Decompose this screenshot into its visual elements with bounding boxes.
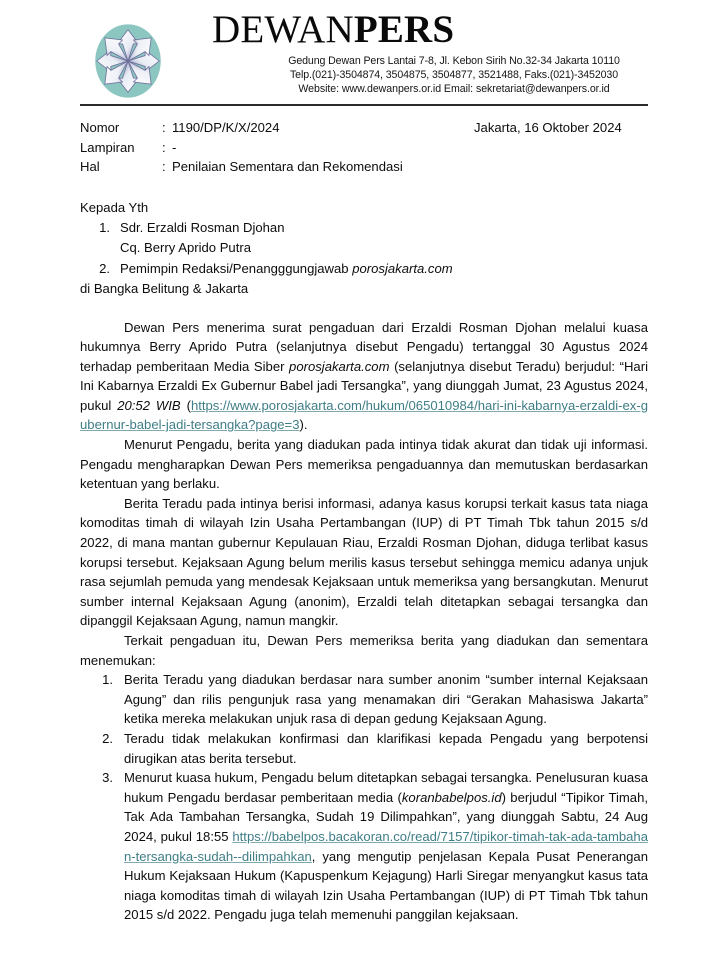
paragraph-4: Terkait pengaduan itu, Dewan Pers memeriksa berita yang diadukan dan sementara menemukan:: [80, 633, 648, 668]
recipient-city-line: di Bangka Belitung & Jakarta: [80, 281, 249, 296]
meta-label-hal: Hal: [80, 159, 100, 174]
letter-body: [80, 118, 648, 925]
p1-media-name: porosjakarta.com: [289, 358, 390, 374]
contact-phone: Telp.(021)-3504874, 3504875, 3504877, 3521488, Faks.(021)-3452030: [289, 69, 619, 82]
organization-title: [200, 10, 696, 50]
meta-sep-lampiran: :: [162, 139, 166, 155]
finding-num-3: 3.: [102, 770, 113, 786]
recipient-list: [80, 218, 648, 280]
finding-item-2: [80, 729, 648, 768]
dewan-pers-star-logo-icon: [89, 22, 167, 100]
recipient-item-2: [80, 259, 648, 280]
contact-address: Gedung Dewan Pers Lantai 7-8, Jl. Kebon Sirih No.32-34 Jakarta 10110: [288, 55, 620, 67]
recipient-role-2: Pemimpin Redaksi/Penangggungjawab: [120, 260, 353, 276]
recipient-media-2: porosjakarta.com: [352, 260, 453, 276]
header-divider: [80, 104, 648, 106]
letterhead: [0, 0, 720, 98]
finding-text-1: Berita Teradu yang diadukan berdasar nara sumber anonim “sumber internal Kejaksaan Agung” dan rilis pengunjuk rasa yang menamakan diri “Gerakan Mahasiswa Jakarta” ketika mereka melakukan unjuk rasa di depan gedung Kejaksaan Agung.: [124, 672, 648, 727]
letter-meta: [80, 118, 648, 177]
finding-item-1: [80, 670, 648, 729]
recipient-heading: Kepada Yth: [80, 199, 149, 215]
recipient-num-1: 1.: [99, 219, 110, 235]
p1-seg4: ).: [299, 417, 308, 433]
recipient-num-2: 2.: [99, 260, 110, 276]
p1-seg2: (selanjutnya disebut Teradu) berjudul: “Hari Ini Kabarnya Erzaldi Ex Gubernur Babel jadi Tersangka”, yang diunggah Jumat, 23 Agustus 2024, pukul: [80, 358, 648, 413]
meta-label-lampiran: Lampiran: [80, 139, 135, 155]
letterhead-text: [174, 8, 696, 97]
meta-label-nomor: Nomor: [80, 120, 120, 135]
finding-num-2: 2.: [102, 730, 113, 746]
meta-row-hal: [80, 157, 648, 177]
meta-value-hal: Penilaian Sementara dan Rekomendasi: [172, 159, 403, 174]
porosjakarta-article-link[interactable]: https://www.porosjakarta.com/hukum/065010984/hari-ini-kabarnya-erzaldi-ex-gubernur-babel-jadi-tersangka?page=3: [80, 397, 648, 433]
contact-web-email: Website: www.dewanpers.or.id Email: sekretariat@dewanpers.or.id: [298, 83, 610, 96]
finding-item-3: [80, 768, 648, 925]
finding3-media-name: koranbabelpos.id: [401, 789, 502, 805]
finding3-seg2: ) berjudul “Tipikor Timah, Tak Ada Tambahan Tersangka, Sudah 19 Dilimpahkan”, yang diunggah Sabtu, 24 Aug 2024, pukul 18:55: [124, 789, 649, 844]
org-title-bold: PERS: [353, 8, 455, 51]
recipient-item-1: [80, 218, 648, 259]
recipient-cq-1: Cq. Berry Aprido Putra: [120, 240, 251, 255]
finding-num-1: 1.: [102, 672, 113, 688]
logo-container: [82, 8, 174, 100]
recipient-body-2: [120, 259, 648, 280]
recipient-name-1: Sdr. Erzaldi Rosman Djohan: [120, 219, 285, 235]
p1-seg3: (: [180, 397, 191, 413]
finding3-seg1: Menurut kuasa hukum, Pengadu belum ditetapkan sebagai tersangka. Penelusuran kuasa hukum Pengadu berdasar pemberitaan media (: [124, 770, 648, 805]
finding-text-3: [124, 768, 648, 925]
contact-block: [200, 54, 696, 97]
org-title-light: DEWAN: [212, 8, 354, 51]
meta-sep-hal: :: [162, 159, 166, 174]
p1-seg1: Dewan Pers menerima surat pengaduan dari Erzaldi Rosman Djohan melalui kuasa hukumnya Berry Aprido Putra (selanjutnya disebut Pengadu) tertanggal 30 Agustus 2024 terhadap pemberitaan Media Siber: [80, 319, 648, 374]
paragraph-3: Berita Teradu pada intinya berisi informasi, adanya kasus korupsi terkait kasus tata niaga komoditas timah di wilayah Izin Usaha Pertambangan (IUP) di PT Timah Tbk tahun 2015 s/d 2022, di mana mantan gubernur Kepulauan Riau, Erzaldi Rosman Djohan, diduga terlibat kasus korupsi tersebut. Kejaksaan Agung belum merilis kasus tersebut sehingga memicu adanya unjuk rasa sejumlah pemuda yang mendesak Kejaksaan untuk memeriksa yang bersangkutan. Menurut sumber internal Kejaksaan Agung (anonim), Erzaldi telah ditetapkan sebagai tersangka dan dipanggil Kejaksaan Agung, namun mangkir.: [80, 495, 648, 629]
finding3-seg3: , yang mengutip penjelasan Kepala Pusat Penerangan Hukum Kejaksaan Hukum (Kapuspenkum Kejagung) Harli Siregar menyangkut kasus tata niaga komoditas timah di wilayah Izin Usaha Pertambangan (IUP) di PT Timah Tbk tahun 2015 s/d 2022. Pengadu juga telah memenuhi panggilan kejaksaan.: [124, 848, 648, 923]
finding-text-2: Teradu tidak melakukan konfirmasi dan klarifikasi kepada Pengadu yang berpotensi dirugikan atas berita tersebut.: [124, 730, 648, 766]
babelpos-article-link[interactable]: https://babelpos.bacakoran.co/read/7157/tipikor-timah-tak-ada-tambahan-tersangka-sudah--dilimpahkan: [124, 828, 648, 864]
meta-value-lampiran: -: [172, 139, 177, 155]
meta-row-lampiran: [80, 138, 648, 158]
paragraph-1: [80, 318, 648, 436]
recipient-body-1: [120, 218, 648, 259]
meta-sep-nomor: :: [162, 120, 166, 135]
paragraph-2: Menurut Pengadu, berita yang diadukan pada intinya tidak akurat dan tidak uji informasi. Pengadu mengharapkan Dewan Pers memeriksa pengaduannya dan memutuskan berdasarkan ketentuan yang berlaku.: [80, 437, 648, 492]
recipient-block: [80, 197, 648, 300]
meta-value-nomor: 1190/DP/K/X/2024: [172, 120, 280, 135]
findings-list: [80, 670, 648, 925]
p1-time: 20:52 WIB: [117, 397, 181, 413]
city-date: Jakarta, 16 Oktober 2024: [474, 120, 622, 135]
